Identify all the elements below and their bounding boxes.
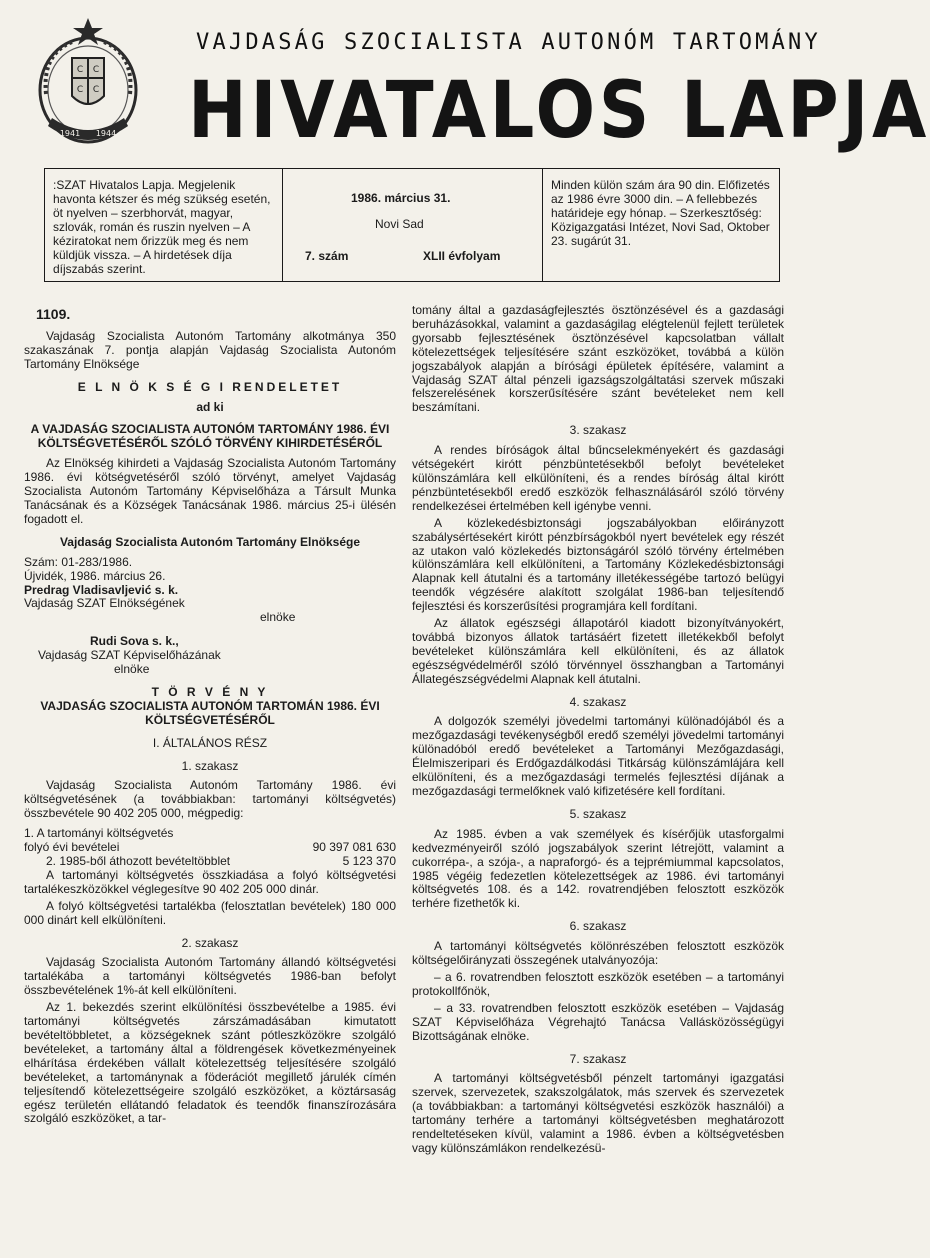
left-column (24, 304, 396, 1129)
amount-value: 90 397 081 630 (312, 840, 396, 855)
decree-title: E L N Ö K S É G I RENDELETET (77, 379, 343, 394)
paragraph: A dolgozók személyi jövedelmi tartományi különadójából és a mezőgazdasági tevékenységből eredő személyi jövedelmi tartományi különadóból eredő bevételeket a Tartományi Mezőgazdasági, Élelmiszeripari és Erdőgazdálkodási Titkárság különszámlájára kell elkülöníteni, és a mezőgazdasági termelés fejlesztési díjának a mezőgazdasági termelőknek való kifizetésére kell fordítani. (412, 714, 784, 798)
section-heading: 1. szakasz (181, 758, 239, 773)
issue-volume: XLII évfolyam (423, 249, 501, 263)
amount-value: 5 123 370 (342, 854, 396, 868)
section-heading: 5. szakasz (569, 806, 627, 821)
paragraph: Az 1. bekezdés szerint elkülönítési összbevételbe a 1985. évi tartományi költségvetés zárszámadásában kimutatott bevételtöbbletet, a községeknek szánt pótleszközökre szolgáló bevételeket, a tartomány által a földrengések következményeinek elhárítása érdekében vállalt kötelezettség teljesítésére szolgáló bevételeket, a tartománynak a föderációt megillető járulék címén teljesítendő kötelezettségeire szolgáló eszközöket, a köztársaság egész területén ellátandó feladatok és teendők finanszírozására szolgáló eszközöket, a tar- (24, 1000, 396, 1126)
publication-banner: VAJDASÁG SZOCIALISTA AUTONÓM TARTOMÁNY (196, 30, 821, 55)
svg-text:C: C (92, 65, 100, 75)
section-heading: 6. szakasz (569, 919, 627, 934)
paragraph: Vajdaság Szocialista Autonóm Tartomány állandó költségvetési tartalékába a tartományi költségvetés 1986-ban befolyt összbevételének 1%-át kell elkülöníteni. (24, 955, 396, 998)
issue-date: 1986. március 31. (351, 191, 451, 205)
law-heading: VAJDASÁG SZOCIALISTA AUTONÓM TARTOMÁN 1986. ÉVI KÖLTSÉGVETÉSÉRŐL (40, 698, 380, 727)
signatory-role: Vajdaság SZAT Képviselőházának (38, 648, 221, 663)
amount-row (24, 841, 396, 855)
paragraph: Vajdaság Szocialista Autonóm Tartomány 1986. évi költségvetésének (a továbbiakban: tartományi költségvetés) összbevétele 90 402 205 000, mégpedig: (24, 778, 396, 821)
part-heading: I. ÁLTALÁNOS RÉSZ (152, 735, 268, 750)
svg-text:C: C (76, 85, 84, 95)
paragraph: Az Elnökség kihirdeti a Vajdaság Szocialista Autonóm Tartomány 1986. évi kötségvetéséről szóló törvényt, amelyet Vajdaság Szocialista Autonóm Tartomány Képviselőháza a Társult Munka Tanácsának és a Községek Tanácsának 1986. március 25-i ülésén fogadott el. (24, 456, 396, 526)
svg-text:1941: 1941 (59, 129, 81, 138)
signatory-role: Vajdaság SZAT Elnökségének (24, 596, 185, 611)
svg-text:C: C (92, 85, 100, 95)
decree-subtitle: ad ki (196, 399, 224, 414)
paragraph: Az állatok egészségi állapotáról kiadott bizonyítványokért, továbbá bizonyos állatok tartásáért fizetett illetékekből befolyt bevételeket különszámlára kell elkülöníteni, és az állatok egészségvédelméről szóló törvénnyel összhangban a Tartományi Állategészségvédelmi Alapnak kell átutalni. (412, 616, 784, 686)
masthead (0, 0, 930, 160)
info-box (44, 168, 780, 282)
reference-place-date: Újvidék, 1986. március 26. (24, 568, 166, 583)
list-item: – a 6. rovatrendben felosztott eszközök esetében – a tartományi protokollfőnök, (412, 969, 784, 998)
amount-label: 2. 1985-ből áthozott bevételtöbblet (46, 854, 231, 868)
info-subscription-note: Minden külön szám ára 90 din. Előfizetés az 1986 évre 3000 din. – A fellebbezés határideje egy hónap. – Szerkesztőség: Közigazgatási Intézet, Novi Sad, Oktober 23. sugárút 31. (551, 178, 770, 248)
signatory-name: Rudi Sova s. k., (90, 634, 179, 649)
section-heading: 3. szakasz (569, 423, 627, 438)
svg-text:1944: 1944 (95, 129, 117, 138)
issue-number: 7. szám (305, 249, 349, 263)
paragraph: Vajdaság Szocialista Autonóm Tartomány alkotmánya 350 szakaszának 7. pontja alapján Vajdaság Szocialista Autonóm Tartomány Elnöksége (24, 328, 396, 371)
svg-text:C: C (76, 65, 84, 75)
coat-of-arms-icon (32, 14, 144, 152)
signatory-title: elnöke (114, 662, 150, 677)
paragraph: A közlekedésbiztonsági jogszabályokban előirányzott szabálysértésekért kirótt pénzbírságokból nyert bevételek egy részét az utakon való közlekedés biztonságáról szóló törvény értelmében különszámlára kell elkülöníteni, a Tartomány Közlekedésbiztonsági Alapnak kell átutalni és a tartomány illetékességébe tartozó belügyi teendők végzésére alakított szolgálat 1986-ban teljesítendő fejlesztési és korszerűsítési programjára kell fordítani. (412, 515, 784, 614)
amount-label: folyó évi bevételei (24, 840, 120, 855)
paragraph: A tartományi költségvetésből pénzelt tartományi igazgatási szervek, szervezetek, szakszolgálatok, más szervek és szervezetek (a továbbiakban: a tartományi költségvetési eszközök használói) a tartomány terhére a tartományi költségvetésben meghatározott rendeltetéseken kívül, valamint a 1986. évben a költségvetésben vagy különszámlákon rendelkezésü- (412, 1071, 784, 1155)
paragraph: A folyó költségvetési tartalékba (felosztatlan bevételek) 180 000 000 dinárt kell elkülöníteni. (24, 898, 396, 927)
paragraph: Az 1985. évben a vak személyek és kísérőjük utasforgalmi kedvezményeiről szóló jogszabályok szerint létrejött, valamint a cukorrépa-, a szója-, a napraforgó- és a tejprémiummal kapcsolatos, 1985 végéig fedezetlen kötelezettségek az 1986. évi tartományi költségvetés 108. és a 142. rovatrendjében felosztott eszközök terhére fizethetők ki. (412, 826, 784, 911)
right-column (412, 304, 784, 1159)
signatory-name: Predrag Vladisavljević s. k. (24, 582, 179, 597)
law-title: T Ö R V É N Y (151, 684, 269, 699)
reference-number: Szám: 01-283/1986. (24, 554, 133, 569)
section-heading: 2. szakasz (181, 935, 239, 950)
paragraph: A rendes bíróságok által bűncselekményekért és gazdasági vétségekért kirótt pénzbüntetésekből befolyt bevételeket különszámlára kell elkülöníteni, és a rendes bíróság által kirótt pénzbüntetésekből eredő eszközök felhasználásáról szóló törvény rendelkezései értelmében kell igénybe venni. (412, 443, 784, 513)
paragraph: tomány által a gazdaságfejlesztés ösztönzésével és a gazdasági beruházásokkal, valamint a gazdaságilag elégtelenül fejlett területek gyorsabb fejlesztésének ösztönzésével kapcsolatban vállalt kötelezettségek teljesítésére szánt eszközöket, továbbá a külön jogszabályok alapján a bírósági épületek építésére, valamint a Vajdaság SZAT által pénzeli igazságszolgáltatási szervek műszaki felszerelésének korszerűsítésére szánt bevételeket nem kell beszámítani. (412, 303, 784, 415)
issuer-name: Vajdaság Szocialista Autonóm Tartomány Elnöksége (59, 534, 361, 549)
list-item: 1. A tartományi költségvetés (24, 826, 174, 841)
section-heading: 7. szakasz (569, 1051, 627, 1066)
section-heading: 4. szakasz (569, 694, 627, 709)
issue-place: Novi Sad (375, 217, 424, 231)
paragraph: A tartományi költségvetés összkiadása a folyó költségvetési tartalékeszközökkel véglegesítve 90 402 205 000 dinár. (24, 867, 396, 896)
info-publication-note: :SZAT Hivatalos Lapja. Megjelenik havonta kétszer és még szükség esetén, öt nyelven – szerbhorvát, magyar, szlovák, román és ruszin nyelven – A kéziratokat nem őrizzük meg és nem küldjük vissza. – A hirdetések díja díjszabás szerint. (45, 169, 283, 281)
amount-row (24, 855, 396, 869)
signatory-title: elnöke (260, 610, 296, 625)
publication-title: HIVATALOS LAPJA (188, 66, 930, 156)
list-item: – a 33. rovatrendben felosztott eszközök esetében – Vajdaság SZAT Képviselőháza Végrehajtó Tanácsa Vallásközösségügyi Bizottságának elnöke. (412, 1000, 784, 1043)
info-issue-details (283, 169, 543, 281)
decree-heading: A VAJDASÁG SZOCIALISTA AUTONÓM TARTOMÁNY 1986. ÉVI KÖLTSÉGVETÉSÉRŐL SZÓLÓ TÖRVÉNY KIHIRDETÉSÉRŐL (30, 422, 390, 451)
document-number: 1109. (36, 306, 71, 322)
paragraph: A tartományi költségvetés kölönrészében felosztott eszközök költségelőirányzati összegének utalványozója: (412, 939, 784, 968)
